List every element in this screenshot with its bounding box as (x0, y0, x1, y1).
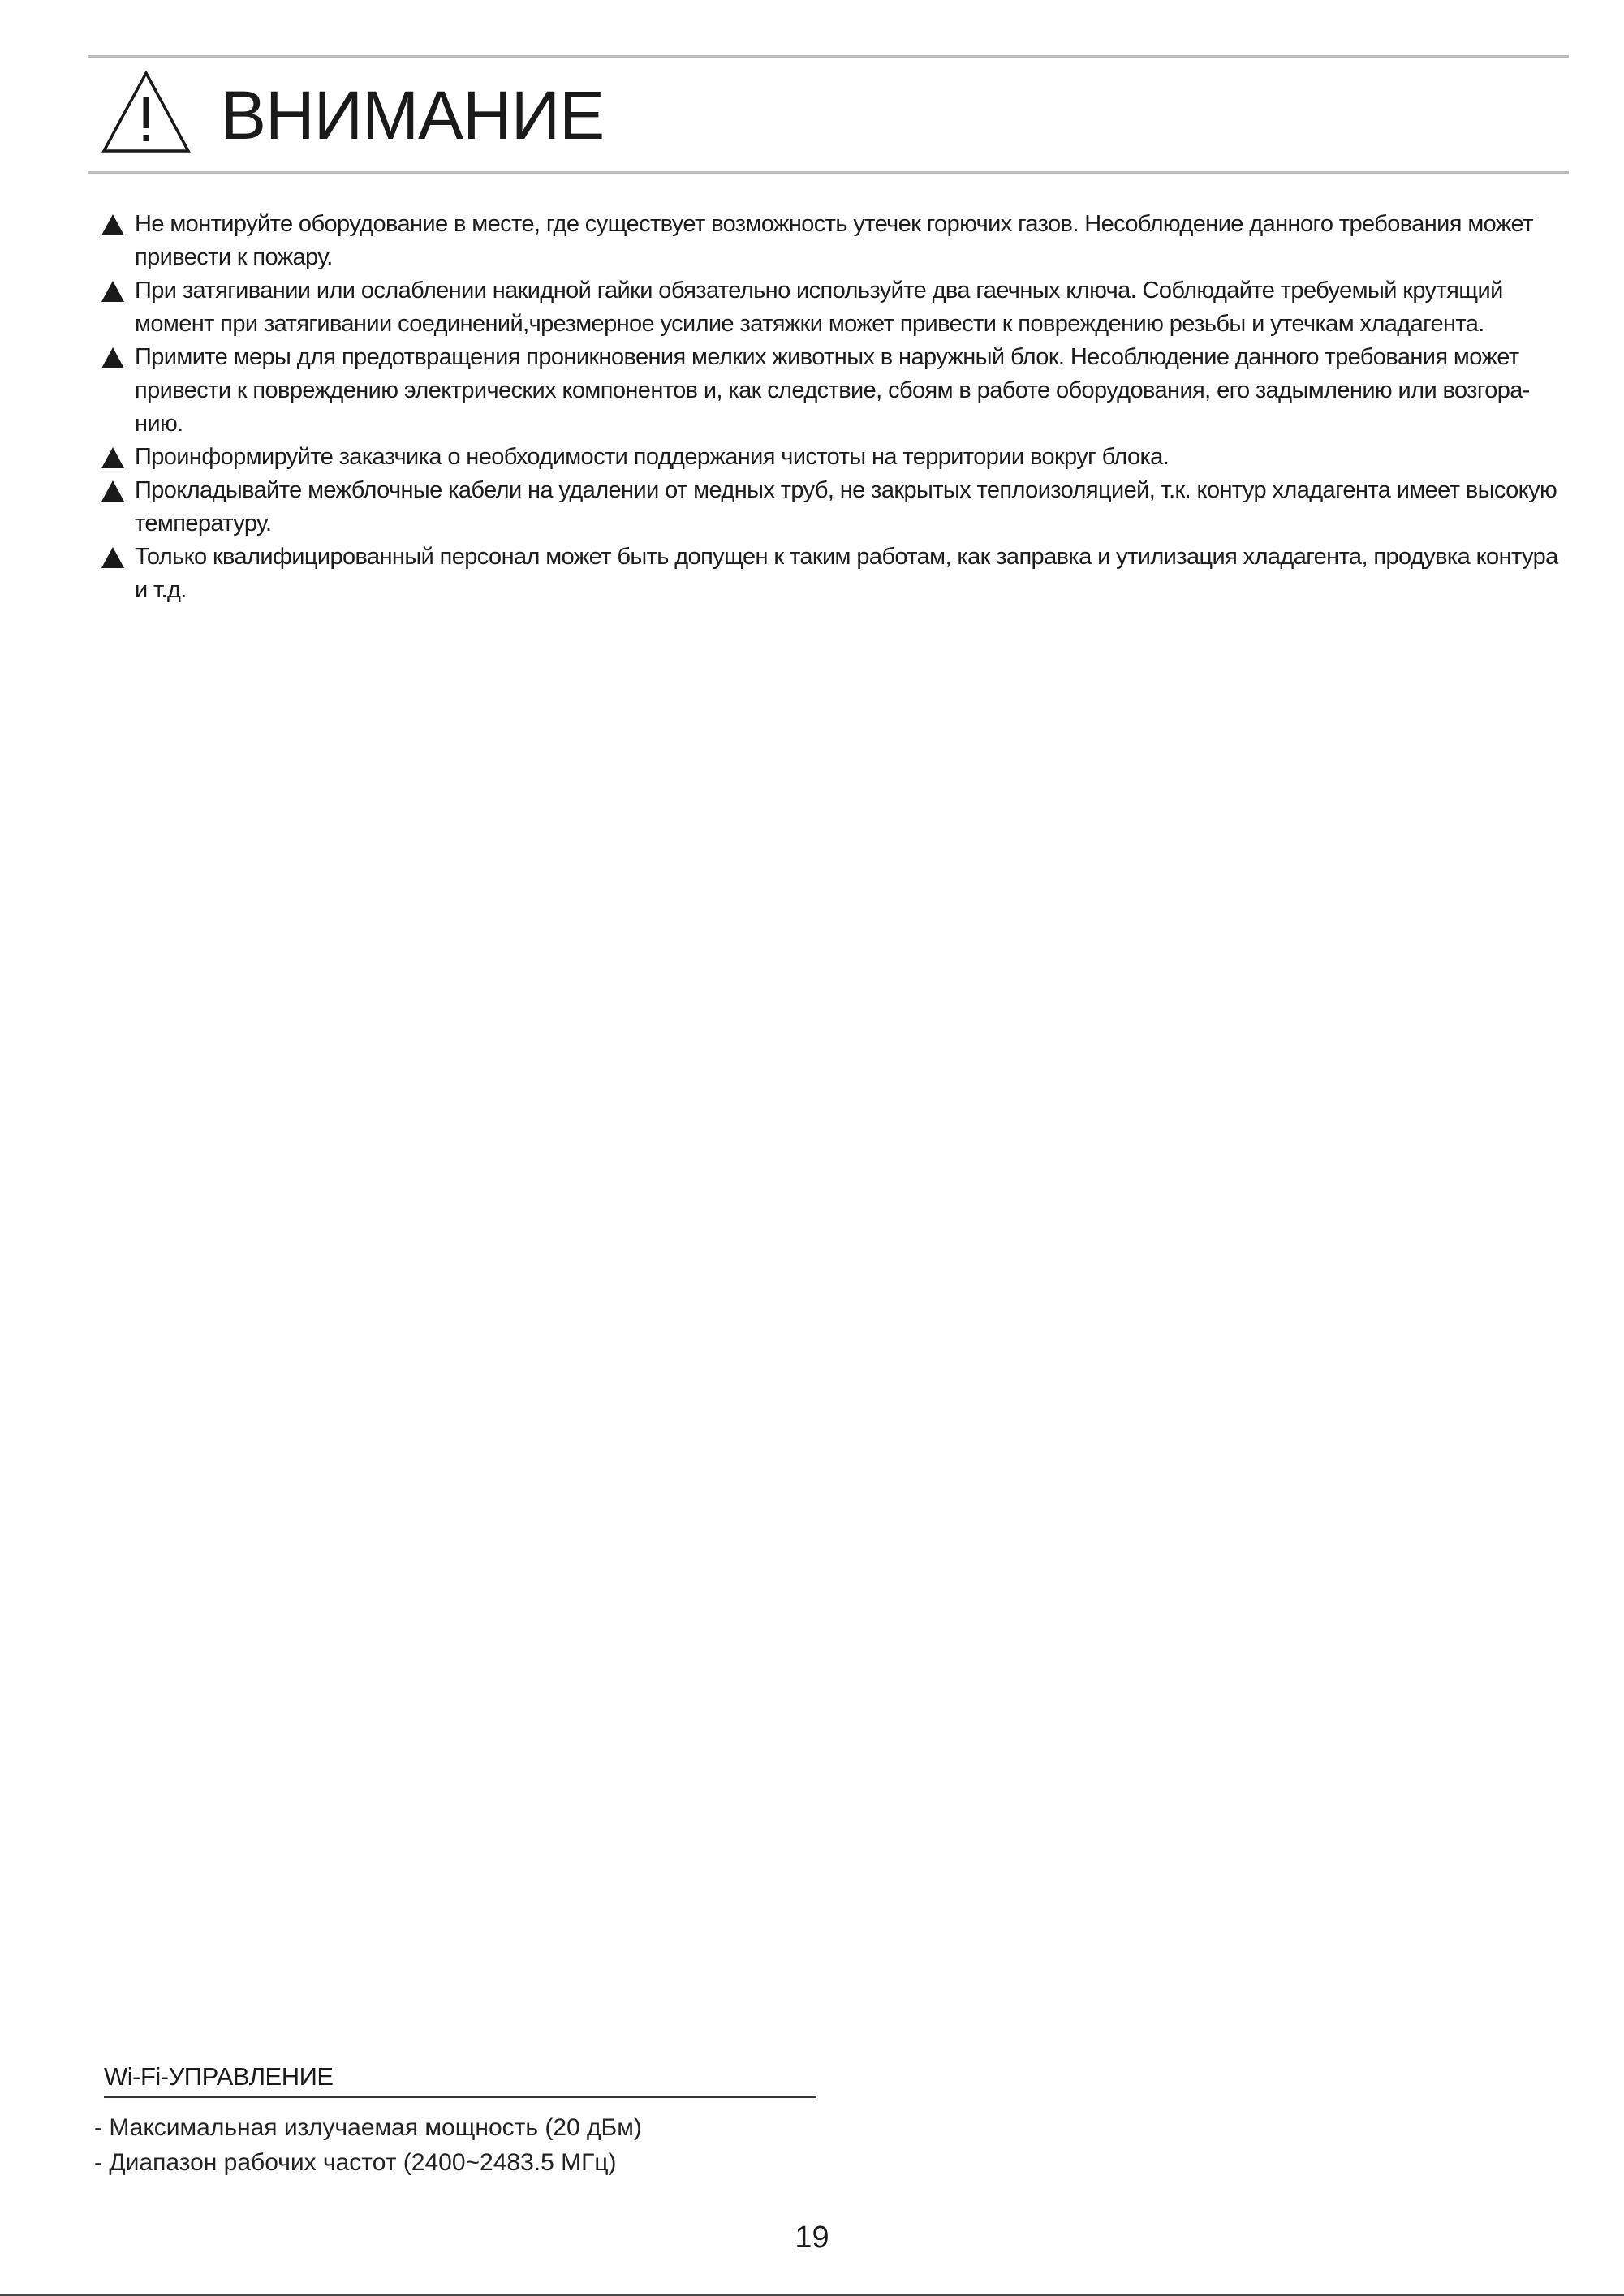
bullet-triangle-icon (101, 446, 125, 469)
warning-item (101, 208, 1562, 274)
warning-text: Прокладывайте межблочные кабели на удалении от медных труб, не закрытых теплоизоляцией, т.к. контур хладагента имеет высокую температуру. (135, 477, 1557, 536)
warning-item (101, 441, 1562, 474)
top-divider (88, 55, 1569, 58)
warning-item (101, 474, 1562, 541)
warning-item (101, 541, 1562, 607)
warning-text: Примите меры для предотвращения проникновения мелких животных в наружный блок. Несоблюдение данного требования может привести к повреждению электрических компонентов и, как следствие, сбоям в работе оборудования, его задымлению или возгора-нию. (135, 344, 1530, 437)
warning-triangle-icon (101, 70, 192, 154)
warning-text: Только квалифицированный персонал может быть допущен к таким работам, как заправка и утилизация хладагента, продувка контура и т.д. (135, 544, 1558, 603)
warning-text: Не монтируйте оборудование в месте, где существует возможность утечек горючих газов. Несоблюдение данного требования может привести к пожару. (135, 211, 1533, 270)
warning-text: Проинформируйте заказчика о необходимости поддержания чистоты на территории вокруг блока. (135, 444, 1170, 470)
bullet-triangle-icon (101, 347, 125, 369)
bullet-triangle-icon (101, 213, 125, 236)
warning-item (101, 341, 1562, 441)
header-divider (88, 171, 1569, 174)
wifi-spec-list (94, 2110, 642, 2180)
page-number: 19 (795, 2221, 829, 2255)
wifi-spec-item: - Максимальная излучаемая мощность (20 дБм) (94, 2114, 642, 2141)
warning-text: При затягивании или ослаблении накидной гайки обязательно используйте два гаечных ключа. Соблюдайте требуемый крутящий момент при затягивании соединений,чрезмерное усилие затяжки может привести к повреждению резьбы и утечкам хладагента. (135, 278, 1503, 337)
bullet-triangle-icon (101, 280, 125, 303)
wifi-spec-item: - Диапазон рабочих частот (2400~2483.5 МГц) (94, 2149, 617, 2176)
bullet-triangle-icon (101, 546, 125, 569)
bullet-triangle-icon (101, 480, 125, 502)
page-title: ВНИМАНИЕ (221, 77, 605, 153)
wifi-section-heading: Wi-Fi-УПРАВЛЕНИЕ (104, 2061, 816, 2098)
warning-item (101, 274, 1562, 341)
warning-list (101, 208, 1562, 607)
